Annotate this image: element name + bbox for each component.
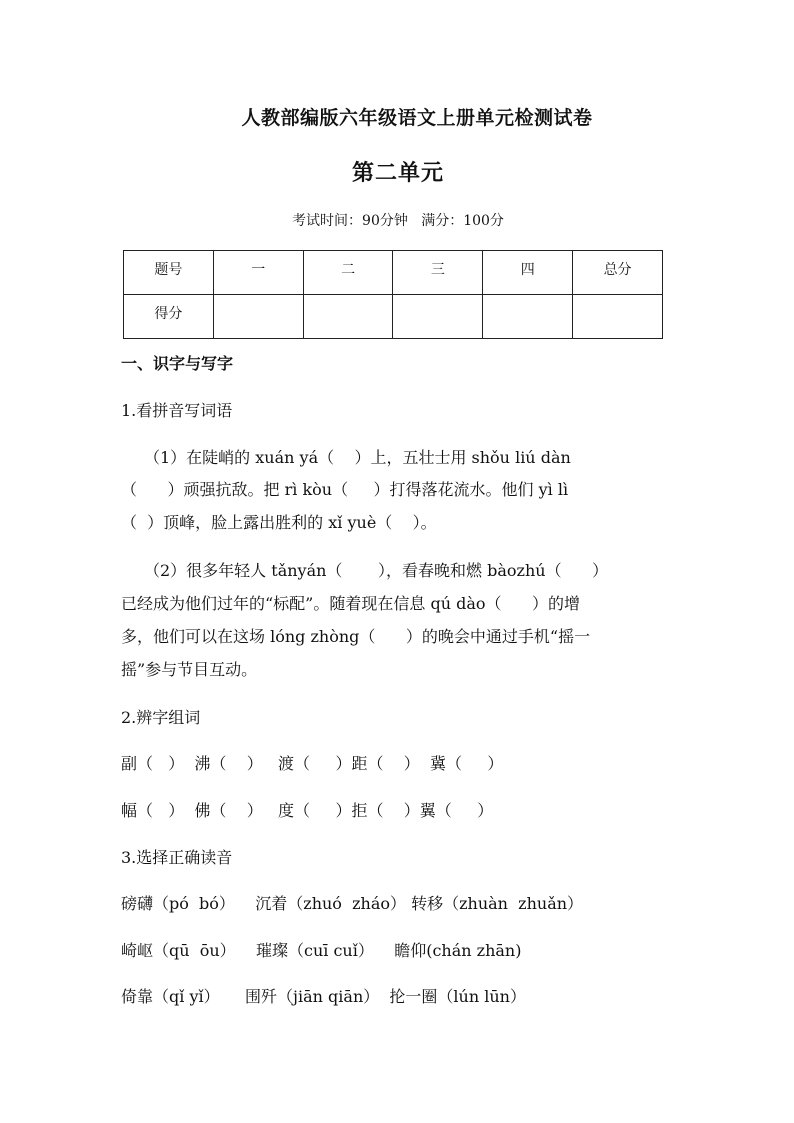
score-table	[123, 250, 663, 339]
score-table-header-cell: 三	[393, 251, 483, 295]
score-cell[interactable]	[483, 295, 573, 339]
paragraph-line: （1）在陡峭的 xuán yá（ ）上，五壮士用 shǒu liú dàn	[144, 448, 571, 467]
score-table-header-cell: 四	[483, 251, 573, 295]
exam-title: 人教部编版六年级语文上册单元检测试卷	[241, 107, 593, 129]
section-heading: 一、识字与写字	[121, 354, 234, 373]
score-cell[interactable]	[393, 295, 483, 339]
score-table-header-row	[124, 251, 663, 295]
paragraph-line: 摇”参与节目互动。	[121, 660, 258, 679]
word-group-row: 副（ ） 沸（ ） 渡（ ）距（ ） 冀（ ）	[121, 754, 504, 773]
score-cell[interactable]	[213, 295, 303, 339]
question-title: 2.辨字组词	[121, 708, 201, 727]
score-table-header-cell: 二	[303, 251, 393, 295]
question-title: 3.选择正确读音	[121, 848, 233, 867]
question-title: 1.看拼音写词语	[121, 401, 233, 420]
pronunciation-row: 崎岖（qū ōu） 璀璨（cuī cuǐ） 瞻仰(chán zhān)	[121, 941, 522, 960]
score-table-header-cell: 一	[213, 251, 303, 295]
word-group-row: 幅（ ） 佛（ ） 度（ ）拒（ ）翼（ ）	[121, 801, 494, 820]
paragraph-line: 已经成为他们过年的“标配”。随着现在信息 qú dào（ ）的增	[121, 594, 581, 613]
exam-info: 考试时间：90分钟 满分：100分	[292, 213, 504, 229]
paragraph-line: （ ）顶峰，脸上露出胜利的 xǐ yuè（ ）。	[121, 513, 437, 532]
paragraph-line: （2）很多年轻人 tǎnyán（ ），看春晚和燃 bàozhú（ ）	[144, 561, 609, 580]
score-cell[interactable]	[303, 295, 393, 339]
paragraph-line: （ ）顽强抗敌。把 rì kòu（ ）打得落花流水。他们 yì lì	[121, 480, 569, 499]
paragraph-line: 多，他们可以在这场 lóng zhòng（ ）的晚会中通过手机“摇一	[121, 627, 591, 646]
pronunciation-row: 磅礴（pó bó） 沉着（zhuó zháo） 转移（zhuàn zhuǎn）	[121, 894, 584, 913]
unit-subtitle: 第二单元	[351, 160, 444, 186]
score-table-header-cell: 总分	[573, 251, 663, 295]
score-table-score-row	[124, 295, 663, 339]
score-table-header-cell: 题号	[124, 251, 214, 295]
score-row-label: 得分	[124, 295, 214, 339]
pronunciation-row: 倚靠（qǐ yǐ） 围歼（jiān qiān） 抡一圈（lún lūn）	[121, 987, 526, 1006]
score-cell[interactable]	[573, 295, 663, 339]
